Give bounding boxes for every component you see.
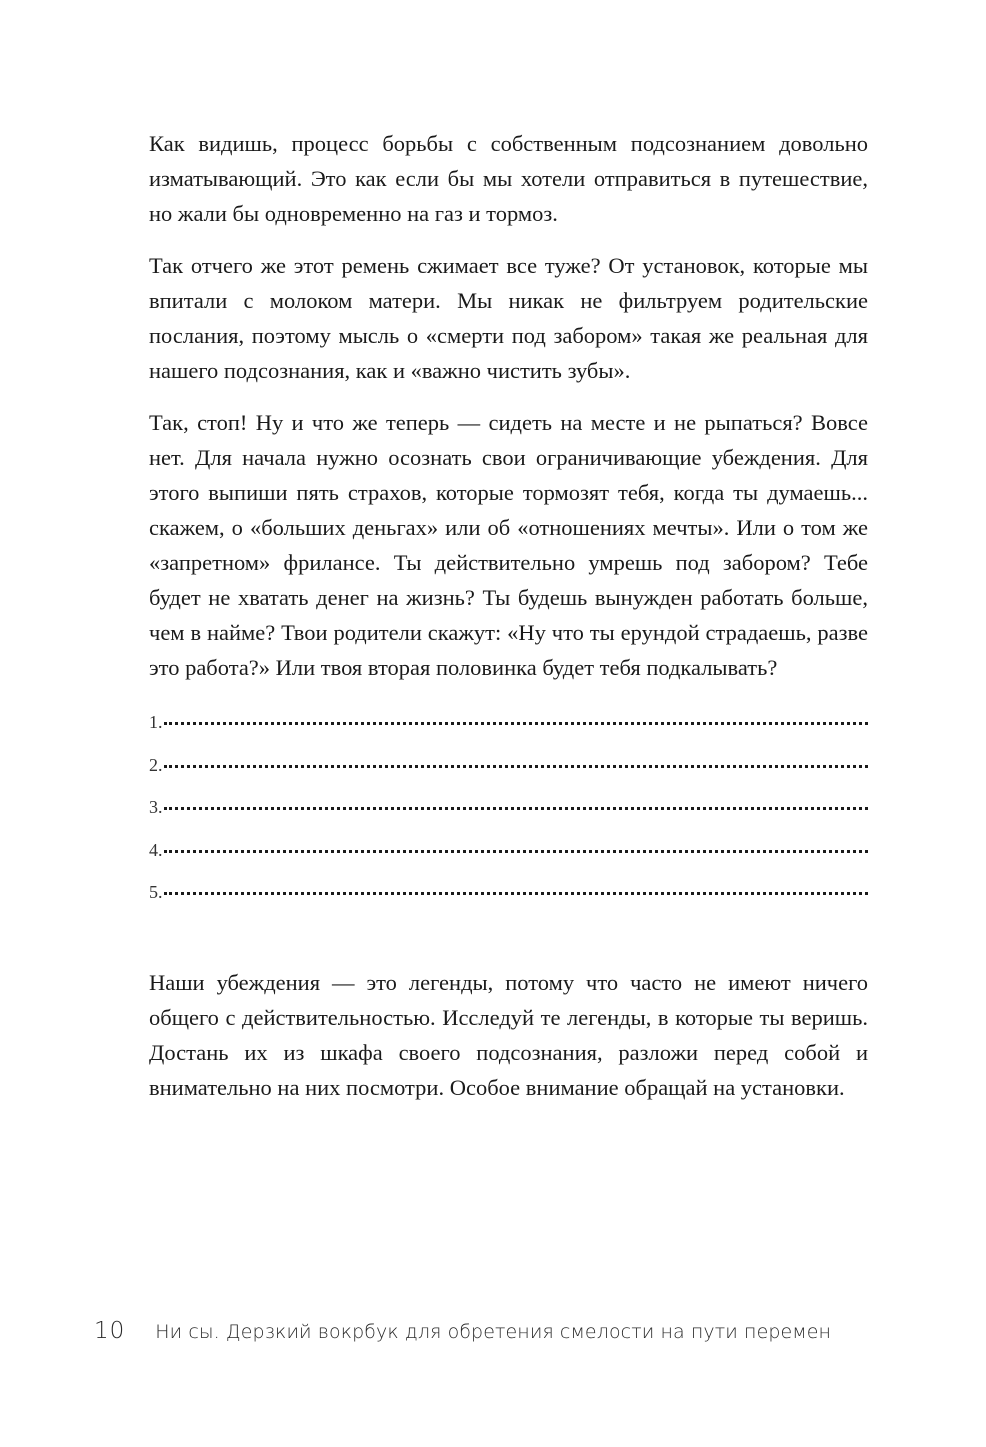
paragraph-2: Так отчего же этот ремень сжимает все туже? От установок, которые мы впитали с молоком матери. Мы никак не фильтруем родительские послания, поэтому мысль о «смерти под забором» такая же реальная для нашего подсознания, как и «важно чистить зубы». [149,253,868,383]
page-number: 10 [94,1318,126,1344]
running-title: Ни сы. Дерзкий вокрбук для обретения смелости на пути перемен [155,1321,832,1343]
dotted-answer-line[interactable] [164,765,869,768]
fill-in-item[interactable] [149,755,868,798]
dotted-answer-line[interactable] [164,850,869,853]
fill-in-number: 2. [149,754,163,775]
fill-in-number: 3. [149,797,163,817]
fill-in-number: 4. [149,839,163,860]
paragraph-4: Наши убеждения — это легенды, потому что часто не имеют ничего общего с действительностью. Исследуй те легенды, в которые ты веришь. Достань их из шкафа своего подсознания, разложи перед собой и внимательно на них посмотри. Особое внимание обращай на установки. [149,969,868,1100]
page-body [149,126,868,1105]
fill-in-item[interactable] [149,712,868,755]
fill-in-item[interactable] [149,882,868,925]
page-footer [94,1318,894,1344]
dotted-answer-line[interactable] [164,807,869,810]
fill-in-item[interactable] [149,797,868,840]
paragraph-1: Как видишь, процесс борьбы с собственным подсознанием довольно изматывающий. Это как если бы мы хотели отправиться в путешествие, но жали бы одновременно на газ и тормоз. [149,131,868,226]
fill-in-item[interactable] [149,840,868,883]
dotted-answer-line[interactable] [164,722,869,725]
dotted-answer-line[interactable] [164,892,869,895]
fill-in-list [149,712,868,925]
paragraph-3: Так, стоп! Ну и что же теперь — сидеть на месте и не рыпаться? Вовсе нет. Для начала нужно осознать свои ограничивающие убеждения. Для этого выпиши пять страхов, которые тормозят тебя, когда ты думаешь... скажем, о «больших деньгах» или об «отношениях мечты». Или о том же «запретном» фрилансе. Ты действительно умрешь под забором? Тебе будет не хватать денег на жизнь? Ты будешь вынужден работать больше, чем в найме? Твои родители скажут: «Ну что ты ерундой страдаешь, разве это работа?» Или твоя вторая половинка будет тебя подкалывать? [149,410,868,680]
fill-in-number: 5. [149,882,163,902]
fill-in-number: 1. [149,712,163,732]
